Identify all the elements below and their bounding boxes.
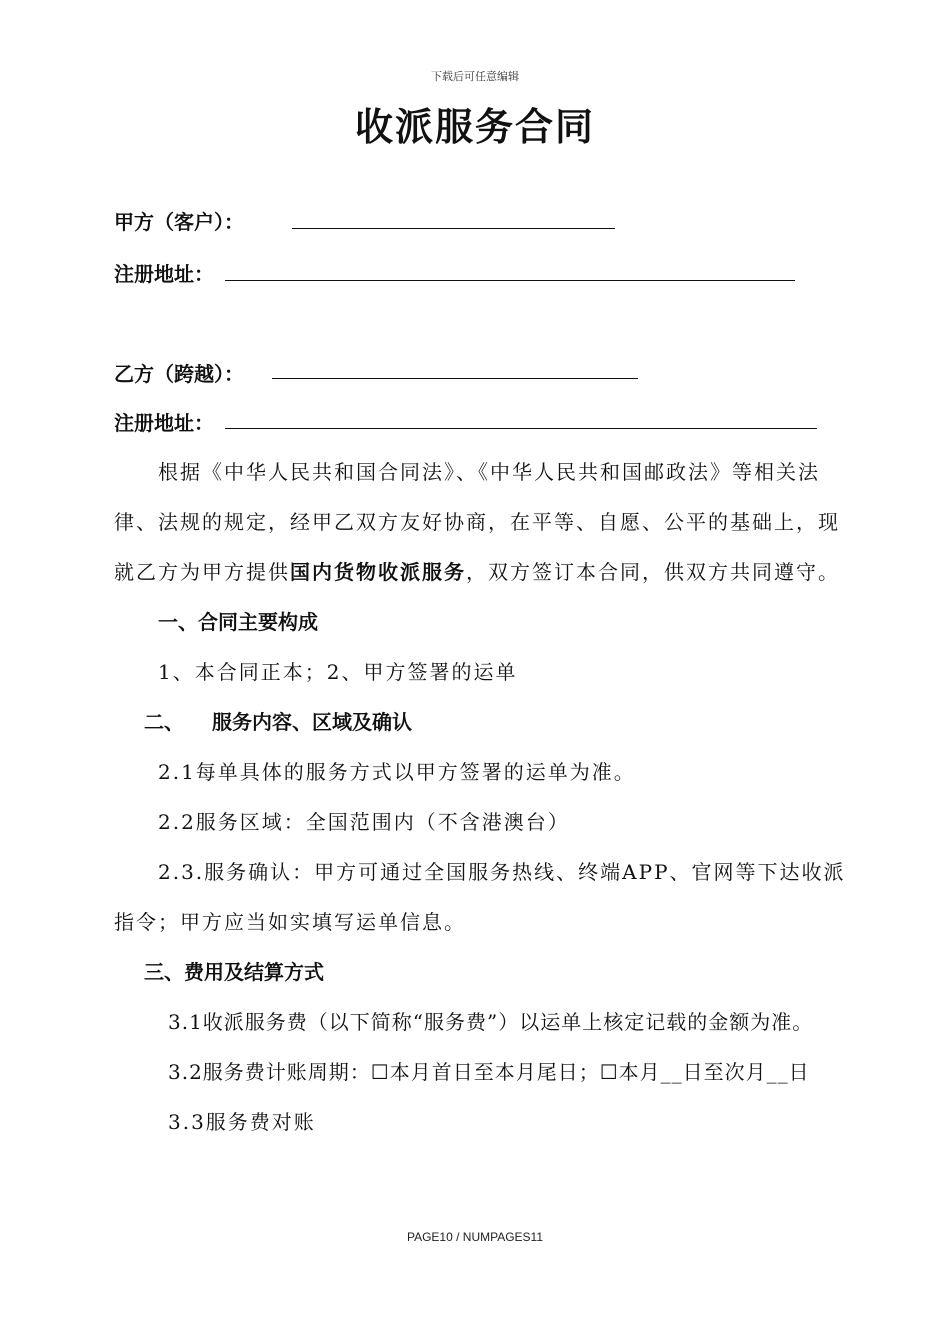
section-2-item-1: 2.1每单具体的服务方式以甲方签署的运单为准。 — [158, 760, 636, 784]
party-b-blank-line — [272, 378, 638, 379]
section-3-item-1: 3.1收派服务费（以下简称“服务费”）以运单上核定记载的金额为准。 — [168, 1010, 814, 1034]
header-note: 下载后可任意编辑 — [431, 70, 519, 83]
contract-title: 收派服务合同 — [354, 104, 595, 149]
section-2-item-3-line-1: 2.3.服务确认：甲方可通过全国服务热线、终端APP、官网等下达收派 — [158, 860, 846, 884]
section-2-item-3-line-2: 指令；甲方应当如实填写运单信息。 — [114, 910, 466, 934]
party-b-address-label: 注册地址： — [114, 411, 214, 435]
section-2-heading-number: 二、 — [144, 710, 184, 734]
page-footer: PAGE10 / NUMPAGES11 — [406, 1230, 544, 1244]
party-a-blank-line — [292, 228, 615, 229]
party-b-address-blank-line — [225, 428, 817, 429]
service-name: 国内货物收派服务 — [290, 560, 466, 584]
section-1-content: 1、本合同正本；2、甲方签署的运单 — [158, 660, 518, 684]
section-2-heading: 服务内容、区域及确认 — [212, 710, 412, 734]
party-a-address-blank-line — [225, 280, 795, 281]
intro-line-3 — [114, 556, 840, 585]
party-b-label: 乙方（跨越）： — [114, 362, 244, 386]
party-a-address-label: 注册地址： — [114, 262, 214, 286]
section-3-item-3: 3.3服务费对账 — [168, 1110, 316, 1134]
intro-line-3-pre: 就乙方为甲方提供 — [114, 560, 290, 584]
intro-line-1: 根据《中华人民共和国合同法》、《中华人民共和国邮政法》等相关法 — [158, 460, 820, 484]
section-1-heading: 一、合同主要构成 — [158, 610, 318, 634]
section-2-item-2: 2.2服务区域：全国范围内（不含港澳台） — [158, 810, 570, 834]
section-3-item-2: 3.2服务费计账周期：☐本月首日至本月尾日；☐本月__日至次月__日 — [168, 1060, 810, 1084]
party-a-label: 甲方（客户）： — [114, 210, 244, 234]
section-3-heading: 三、费用及结算方式 — [144, 960, 324, 984]
intro-line-2: 律、法规的规定，经甲乙双方友好协商，在平等、自愿、公平的基础上，现 — [114, 510, 840, 534]
intro-line-3-post: ，双方签订本合同，供双方共同遵守。 — [466, 560, 840, 584]
